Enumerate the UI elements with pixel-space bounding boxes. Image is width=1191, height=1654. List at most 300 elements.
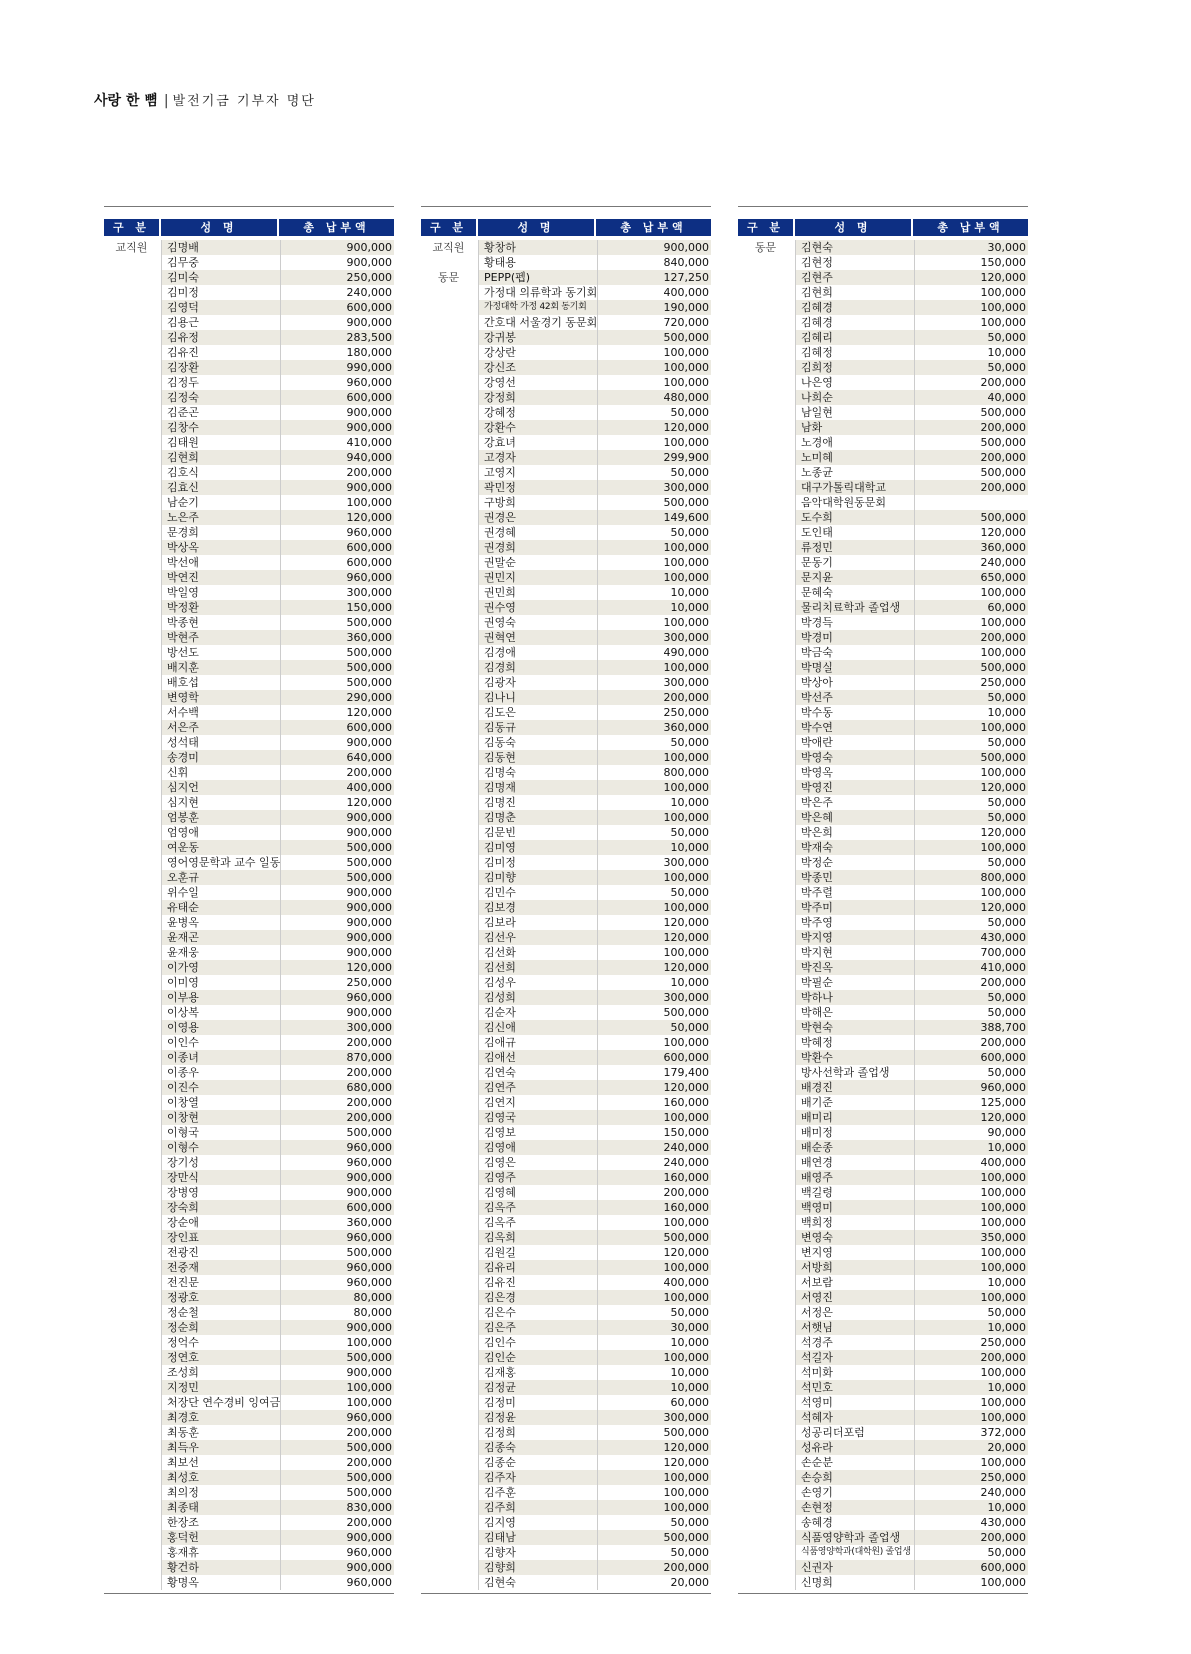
category-cell — [421, 330, 476, 345]
table-row — [738, 1365, 1028, 1380]
table-row — [421, 510, 711, 525]
amount-cell: 50,000 — [915, 690, 1028, 705]
amount-cell: 900,000 — [281, 810, 394, 825]
amount-cell: 900,000 — [281, 1560, 394, 1575]
donor-name-cell: 정순희 — [161, 1320, 281, 1335]
category-cell — [421, 1230, 476, 1245]
amount-cell: 10,000 — [915, 1320, 1028, 1335]
amount-cell: 250,000 — [663, 706, 709, 719]
donor-name-cell: 권영숙 — [478, 615, 598, 630]
category-cell — [421, 885, 476, 900]
amount-cell: 360,000 — [281, 630, 394, 645]
amount-cell: 960,000 — [281, 570, 394, 585]
amount-cell: 120,000 — [915, 780, 1028, 795]
amount-cell: 900,000 — [346, 256, 392, 269]
amount-cell: 100,000 — [598, 360, 711, 375]
table-row — [421, 585, 711, 600]
table-row — [421, 1035, 711, 1050]
category-cell — [738, 480, 793, 495]
donor-name-cell: 김정균 — [478, 1380, 598, 1395]
amount-cell: 240,000 — [346, 286, 392, 299]
table-row — [104, 240, 394, 255]
table-row — [421, 1245, 711, 1260]
category-cell — [421, 960, 476, 975]
donor-name-cell: 김장환 — [161, 360, 281, 375]
table-row — [421, 990, 711, 1005]
table-row — [738, 510, 1028, 525]
category-cell — [421, 705, 476, 720]
amount-cell: 100,000 — [598, 750, 711, 765]
amount-cell: 10,000 — [915, 1140, 1028, 1155]
amount-cell: 50,000 — [598, 1020, 711, 1035]
amount-cell: 500,000 — [281, 1470, 394, 1485]
donor-name-cell: 변지영 — [795, 1245, 915, 1260]
amount-cell: 50,000 — [987, 916, 1026, 929]
table-row — [104, 1335, 394, 1350]
amount-cell: 250,000 — [346, 976, 392, 989]
amount-cell: 180,000 — [346, 346, 392, 359]
category-cell — [104, 435, 159, 450]
donor-name-cell: 대구가톨릭대학교 — [795, 480, 915, 495]
amount-cell: 100,000 — [346, 1396, 392, 1409]
header-separator: | — [163, 93, 169, 109]
amount-cell: 10,000 — [670, 1366, 709, 1379]
category-cell — [738, 420, 793, 435]
category-cell — [738, 1320, 793, 1335]
category-cell — [421, 1365, 476, 1380]
table-row — [421, 1185, 711, 1200]
table-row — [738, 765, 1028, 780]
amount-cell: 240,000 — [980, 1486, 1026, 1499]
category-cell — [421, 945, 476, 960]
header-amount: 총 납부액 — [913, 219, 1028, 236]
donor-name-cell: 김보라 — [478, 915, 598, 930]
amount-cell: 60,000 — [670, 1396, 709, 1409]
category-cell — [104, 270, 159, 285]
category-cell — [421, 1395, 476, 1410]
category-cell — [104, 480, 159, 495]
amount-cell: 10,000 — [598, 840, 711, 855]
table-row — [738, 375, 1028, 390]
table-row — [738, 1140, 1028, 1155]
table-row — [104, 1545, 394, 1560]
table-row — [104, 1035, 394, 1050]
amount-cell: 500,000 — [915, 510, 1028, 525]
table-row — [104, 930, 394, 945]
donor-name-cell: 김유정 — [161, 330, 281, 345]
donor-name-cell: 박주영 — [795, 915, 915, 930]
donor-name-cell: 최보선 — [161, 1455, 281, 1470]
category-cell — [421, 1065, 476, 1080]
category-cell — [104, 1245, 159, 1260]
category-cell — [738, 840, 793, 855]
amount-cell: 240,000 — [980, 556, 1026, 569]
header-name: 성 명 — [478, 219, 594, 236]
category-cell — [104, 360, 159, 375]
amount-cell: 120,000 — [346, 706, 392, 719]
donor-name-cell: 강영선 — [478, 375, 598, 390]
table-row — [104, 1020, 394, 1035]
table-row — [104, 1140, 394, 1155]
donor-name-cell: 정억수 — [161, 1335, 281, 1350]
category-cell — [104, 960, 159, 975]
table-row — [738, 945, 1028, 960]
amount-cell: 120,000 — [663, 916, 709, 929]
table-row — [104, 555, 394, 570]
category-cell — [421, 1470, 476, 1485]
amount-cell: 100,000 — [598, 780, 711, 795]
table-row — [104, 1110, 394, 1125]
table-row — [421, 1575, 711, 1590]
donor-name-cell: 배호섭 — [161, 675, 281, 690]
donor-name-cell: 김영주 — [478, 1170, 598, 1185]
donor-name-cell: 류정민 — [795, 540, 915, 555]
amount-cell: 283,500 — [281, 330, 394, 345]
category-cell — [738, 465, 793, 480]
amount-cell: 650,000 — [915, 570, 1028, 585]
category-cell — [104, 705, 159, 720]
category-cell — [738, 1260, 793, 1275]
category-cell — [104, 735, 159, 750]
amount-cell: 20,000 — [915, 1440, 1028, 1455]
donor-name-cell: 오훈규 — [161, 870, 281, 885]
amount-cell: 500,000 — [663, 1006, 709, 1019]
amount-cell: 100,000 — [346, 496, 392, 509]
donor-name-cell: 김종숙 — [478, 1440, 598, 1455]
table-row — [421, 660, 711, 675]
donor-name-cell: 정연호 — [161, 1350, 281, 1365]
donor-name-cell: 물리치료학과 졸업생 — [795, 600, 915, 615]
donor-name-cell: 서정은 — [795, 1305, 915, 1320]
amount-cell: 100,000 — [980, 1396, 1026, 1409]
donor-name-cell: 김명숙 — [478, 765, 598, 780]
donor-name-cell: 유태순 — [161, 900, 281, 915]
table-row — [738, 990, 1028, 1005]
donor-name-cell: 김효신 — [161, 480, 281, 495]
donor-name-cell: 손승희 — [795, 1470, 915, 1485]
table-row — [104, 1215, 394, 1230]
category-cell — [104, 1350, 159, 1365]
donor-name-cell: 홍덕헌 — [161, 1530, 281, 1545]
table-row — [104, 1515, 394, 1530]
donor-name-cell: 김주훈 — [478, 1485, 598, 1500]
table-row — [421, 1530, 711, 1545]
table-row — [104, 1125, 394, 1140]
donor-name-cell: 이가영 — [161, 960, 281, 975]
donor-name-cell: 석경주 — [795, 1335, 915, 1350]
amount-cell: 480,000 — [598, 390, 711, 405]
donor-name-cell: 가정대 의류학과 동기회 — [478, 285, 598, 300]
table-row — [738, 1245, 1028, 1260]
donor-name-cell: 김신애 — [478, 1020, 598, 1035]
table-row — [104, 1170, 394, 1185]
amount-cell: 50,000 — [987, 856, 1026, 869]
category-cell — [104, 345, 159, 360]
donor-name-cell: 박은혜 — [795, 810, 915, 825]
donor-name-cell: 김주자 — [478, 1470, 598, 1485]
donor-name-cell: 강상란 — [478, 345, 598, 360]
amount-cell: 900,000 — [281, 420, 394, 435]
donor-name-cell: 권경혜 — [478, 525, 598, 540]
category-cell — [104, 1485, 159, 1500]
category-cell — [104, 300, 159, 315]
amount-cell: 400,000 — [281, 780, 394, 795]
donor-name-cell: 김호식 — [161, 465, 281, 480]
table-row — [738, 360, 1028, 375]
amount-cell: 300,000 — [598, 630, 711, 645]
category-cell — [738, 1305, 793, 1320]
category-cell — [421, 930, 476, 945]
table-row — [421, 675, 711, 690]
amount-cell: 127,250 — [598, 270, 711, 285]
amount-cell: 300,000 — [346, 586, 392, 599]
table-row — [421, 1005, 711, 1020]
category-cell — [738, 1035, 793, 1050]
table-row — [421, 765, 711, 780]
donor-name-cell: 김경희 — [478, 660, 598, 675]
table-row — [421, 1275, 711, 1290]
donor-name-cell: 윤재곤 — [161, 930, 281, 945]
table-row — [104, 1230, 394, 1245]
category-cell — [104, 555, 159, 570]
category-cell — [738, 1485, 793, 1500]
donor-name-cell: 김미숙 — [161, 270, 281, 285]
donor-name-cell: 배영주 — [795, 1170, 915, 1185]
category-cell — [421, 990, 476, 1005]
category-cell — [104, 405, 159, 420]
amount-cell: 200,000 — [980, 376, 1026, 389]
donor-name-cell: 이진수 — [161, 1080, 281, 1095]
donor-name-cell: 강혜정 — [478, 405, 598, 420]
donor-name-cell: 심지언 — [161, 780, 281, 795]
amount-cell: 100,000 — [980, 1186, 1026, 1199]
table-row — [738, 960, 1028, 975]
amount-cell: 120,000 — [281, 960, 394, 975]
category-cell — [738, 1380, 793, 1395]
category-cell — [104, 375, 159, 390]
donor-name-cell: 강귀봉 — [478, 330, 598, 345]
column-bottom-rule — [738, 1593, 1028, 1594]
donor-name-cell: 김명춘 — [478, 810, 598, 825]
category-cell — [104, 1065, 159, 1080]
table-row — [104, 330, 394, 345]
table-row — [104, 420, 394, 435]
category-cell — [738, 1140, 793, 1155]
table-row — [738, 915, 1028, 930]
donor-name-cell: 박해은 — [795, 1005, 915, 1020]
table-row — [421, 1515, 711, 1530]
amount-cell: 500,000 — [281, 660, 394, 675]
donor-name-cell: 김순자 — [478, 1005, 598, 1020]
category-cell — [421, 360, 476, 375]
donor-name-cell: 김용근 — [161, 315, 281, 330]
amount-cell: 30,000 — [915, 240, 1028, 255]
table-row — [104, 315, 394, 330]
table-row — [104, 960, 394, 975]
donor-name-cell: 영어영문학과 교수 일동 — [161, 855, 281, 870]
donor-name-cell: 김유리 — [478, 1260, 598, 1275]
donor-name-cell: 김인순 — [478, 1350, 598, 1365]
amount-cell: 100,000 — [598, 540, 711, 555]
category-cell — [738, 630, 793, 645]
amount-cell: 990,000 — [281, 360, 394, 375]
amount-cell: 80,000 — [281, 1290, 394, 1305]
amount-cell: 50,000 — [670, 1306, 709, 1319]
amount-cell: 300,000 — [663, 856, 709, 869]
donor-name-cell: 음악대학원동문회 — [795, 495, 915, 510]
amount-cell: 120,000 — [980, 826, 1026, 839]
table-row — [738, 1530, 1028, 1545]
table-row — [738, 480, 1028, 495]
table-row — [104, 945, 394, 960]
category-cell — [421, 600, 476, 615]
amount-cell: 160,000 — [598, 1170, 711, 1185]
category-cell — [738, 1335, 793, 1350]
category-cell — [104, 510, 159, 525]
category-cell — [738, 1125, 793, 1140]
amount-cell: 50,000 — [670, 1546, 709, 1559]
category-cell — [738, 900, 793, 915]
table-row — [104, 735, 394, 750]
amount-cell: 240,000 — [598, 1140, 711, 1155]
category-cell — [738, 795, 793, 810]
table-row — [104, 915, 394, 930]
category-cell: 교직원 — [115, 241, 148, 254]
category-cell — [738, 1395, 793, 1410]
category-cell — [104, 1395, 159, 1410]
amount-cell: 10,000 — [598, 1380, 711, 1395]
category-cell — [421, 525, 476, 540]
table-row — [104, 1395, 394, 1410]
amount-cell: 120,000 — [915, 270, 1028, 285]
donor-name-cell: 박수연 — [795, 720, 915, 735]
amount-cell: 10,000 — [670, 796, 709, 809]
table-row — [738, 1260, 1028, 1275]
category-cell — [104, 255, 159, 270]
amount-cell: 120,000 — [663, 1246, 709, 1259]
category-cell — [104, 915, 159, 930]
table-row — [738, 855, 1028, 870]
amount-cell: 600,000 — [915, 1560, 1028, 1575]
donor-name-cell: 엄영애 — [161, 825, 281, 840]
donor-name-cell: 문경희 — [161, 525, 281, 540]
table-row — [738, 1215, 1028, 1230]
amount-cell: 500,000 — [915, 750, 1028, 765]
table-row — [104, 1455, 394, 1470]
category-cell — [421, 570, 476, 585]
donor-name-cell: 박필순 — [795, 975, 915, 990]
category-cell — [104, 1020, 159, 1035]
donor-name-cell: 손영기 — [795, 1485, 915, 1500]
category-cell — [104, 1005, 159, 1020]
table-row — [738, 900, 1028, 915]
amount-cell: 200,000 — [980, 976, 1026, 989]
table-row — [738, 315, 1028, 330]
table-row — [738, 345, 1028, 360]
amount-cell: 430,000 — [915, 930, 1028, 945]
amount-cell: 960,000 — [346, 1576, 392, 1589]
donor-name-cell: 최동훈 — [161, 1425, 281, 1440]
category-cell — [738, 660, 793, 675]
donor-name-cell: 김정두 — [161, 375, 281, 390]
amount-cell: 100,000 — [598, 1260, 711, 1275]
table-row — [104, 1485, 394, 1500]
amount-cell: 400,000 — [980, 1156, 1026, 1169]
amount-cell: 50,000 — [987, 1306, 1026, 1319]
donor-name-cell: 서영진 — [795, 1290, 915, 1305]
amount-cell: 100,000 — [663, 616, 709, 629]
donor-name-cell: 윤병옥 — [161, 915, 281, 930]
category-cell — [738, 1185, 793, 1200]
table-row — [104, 1425, 394, 1440]
amount-cell: 500,000 — [915, 660, 1028, 675]
donor-name-cell: 식품영양학과 졸업생 — [795, 1530, 915, 1545]
category-cell — [421, 855, 476, 870]
donor-name-cell: 송경미 — [161, 750, 281, 765]
donor-name-cell: 전진문 — [161, 1275, 281, 1290]
donor-name-cell: 김주희 — [478, 1500, 598, 1515]
category-cell — [738, 1350, 793, 1365]
donor-name-cell: 장숙희 — [161, 1200, 281, 1215]
table-row — [421, 1335, 711, 1350]
amount-cell: 100,000 — [980, 586, 1026, 599]
category-cell — [738, 1200, 793, 1215]
donor-name-cell: 도수희 — [795, 510, 915, 525]
table-row — [421, 930, 711, 945]
donor-name-cell: 손순분 — [795, 1455, 915, 1470]
amount-cell: 500,000 — [346, 646, 392, 659]
amount-cell: 80,000 — [353, 1306, 392, 1319]
category-cell — [738, 1050, 793, 1065]
category-cell — [104, 315, 159, 330]
donor-name-cell: 강신조 — [478, 360, 598, 375]
header-category: 구 분 — [104, 219, 159, 236]
table-row — [738, 330, 1028, 345]
amount-cell: 100,000 — [915, 300, 1028, 315]
donor-name-cell: 박주렬 — [795, 885, 915, 900]
table-row — [421, 1215, 711, 1230]
table-row — [104, 825, 394, 840]
table-row — [421, 1290, 711, 1305]
donor-name-cell: 전중재 — [161, 1260, 281, 1275]
table-row — [421, 1455, 711, 1470]
table-row — [421, 720, 711, 735]
donor-name-cell: 곽민정 — [478, 480, 598, 495]
donor-name-cell: 서수백 — [161, 705, 281, 720]
amount-cell: 960,000 — [281, 1260, 394, 1275]
amount-cell: 100,000 — [598, 1470, 711, 1485]
table-body — [421, 240, 711, 1590]
table-row — [104, 1185, 394, 1200]
category-cell — [104, 600, 159, 615]
amount-cell: 900,000 — [281, 1530, 394, 1545]
amount-cell: 200,000 — [598, 690, 711, 705]
amount-cell: 120,000 — [915, 1110, 1028, 1125]
amount-cell: 120,000 — [915, 900, 1028, 915]
amount-cell: 500,000 — [346, 1486, 392, 1499]
category-cell — [421, 630, 476, 645]
table-row — [104, 570, 394, 585]
donor-name-cell: 김혜정 — [795, 345, 915, 360]
donor-name-cell: 정광호 — [161, 1290, 281, 1305]
table-row — [421, 525, 711, 540]
donor-name-cell: 위수일 — [161, 885, 281, 900]
amount-cell: 200,000 — [346, 1066, 392, 1079]
donor-name-cell: 백희정 — [795, 1215, 915, 1230]
donor-name-cell: 석혜자 — [795, 1410, 915, 1425]
table-row — [104, 765, 394, 780]
category-cell — [104, 1260, 159, 1275]
